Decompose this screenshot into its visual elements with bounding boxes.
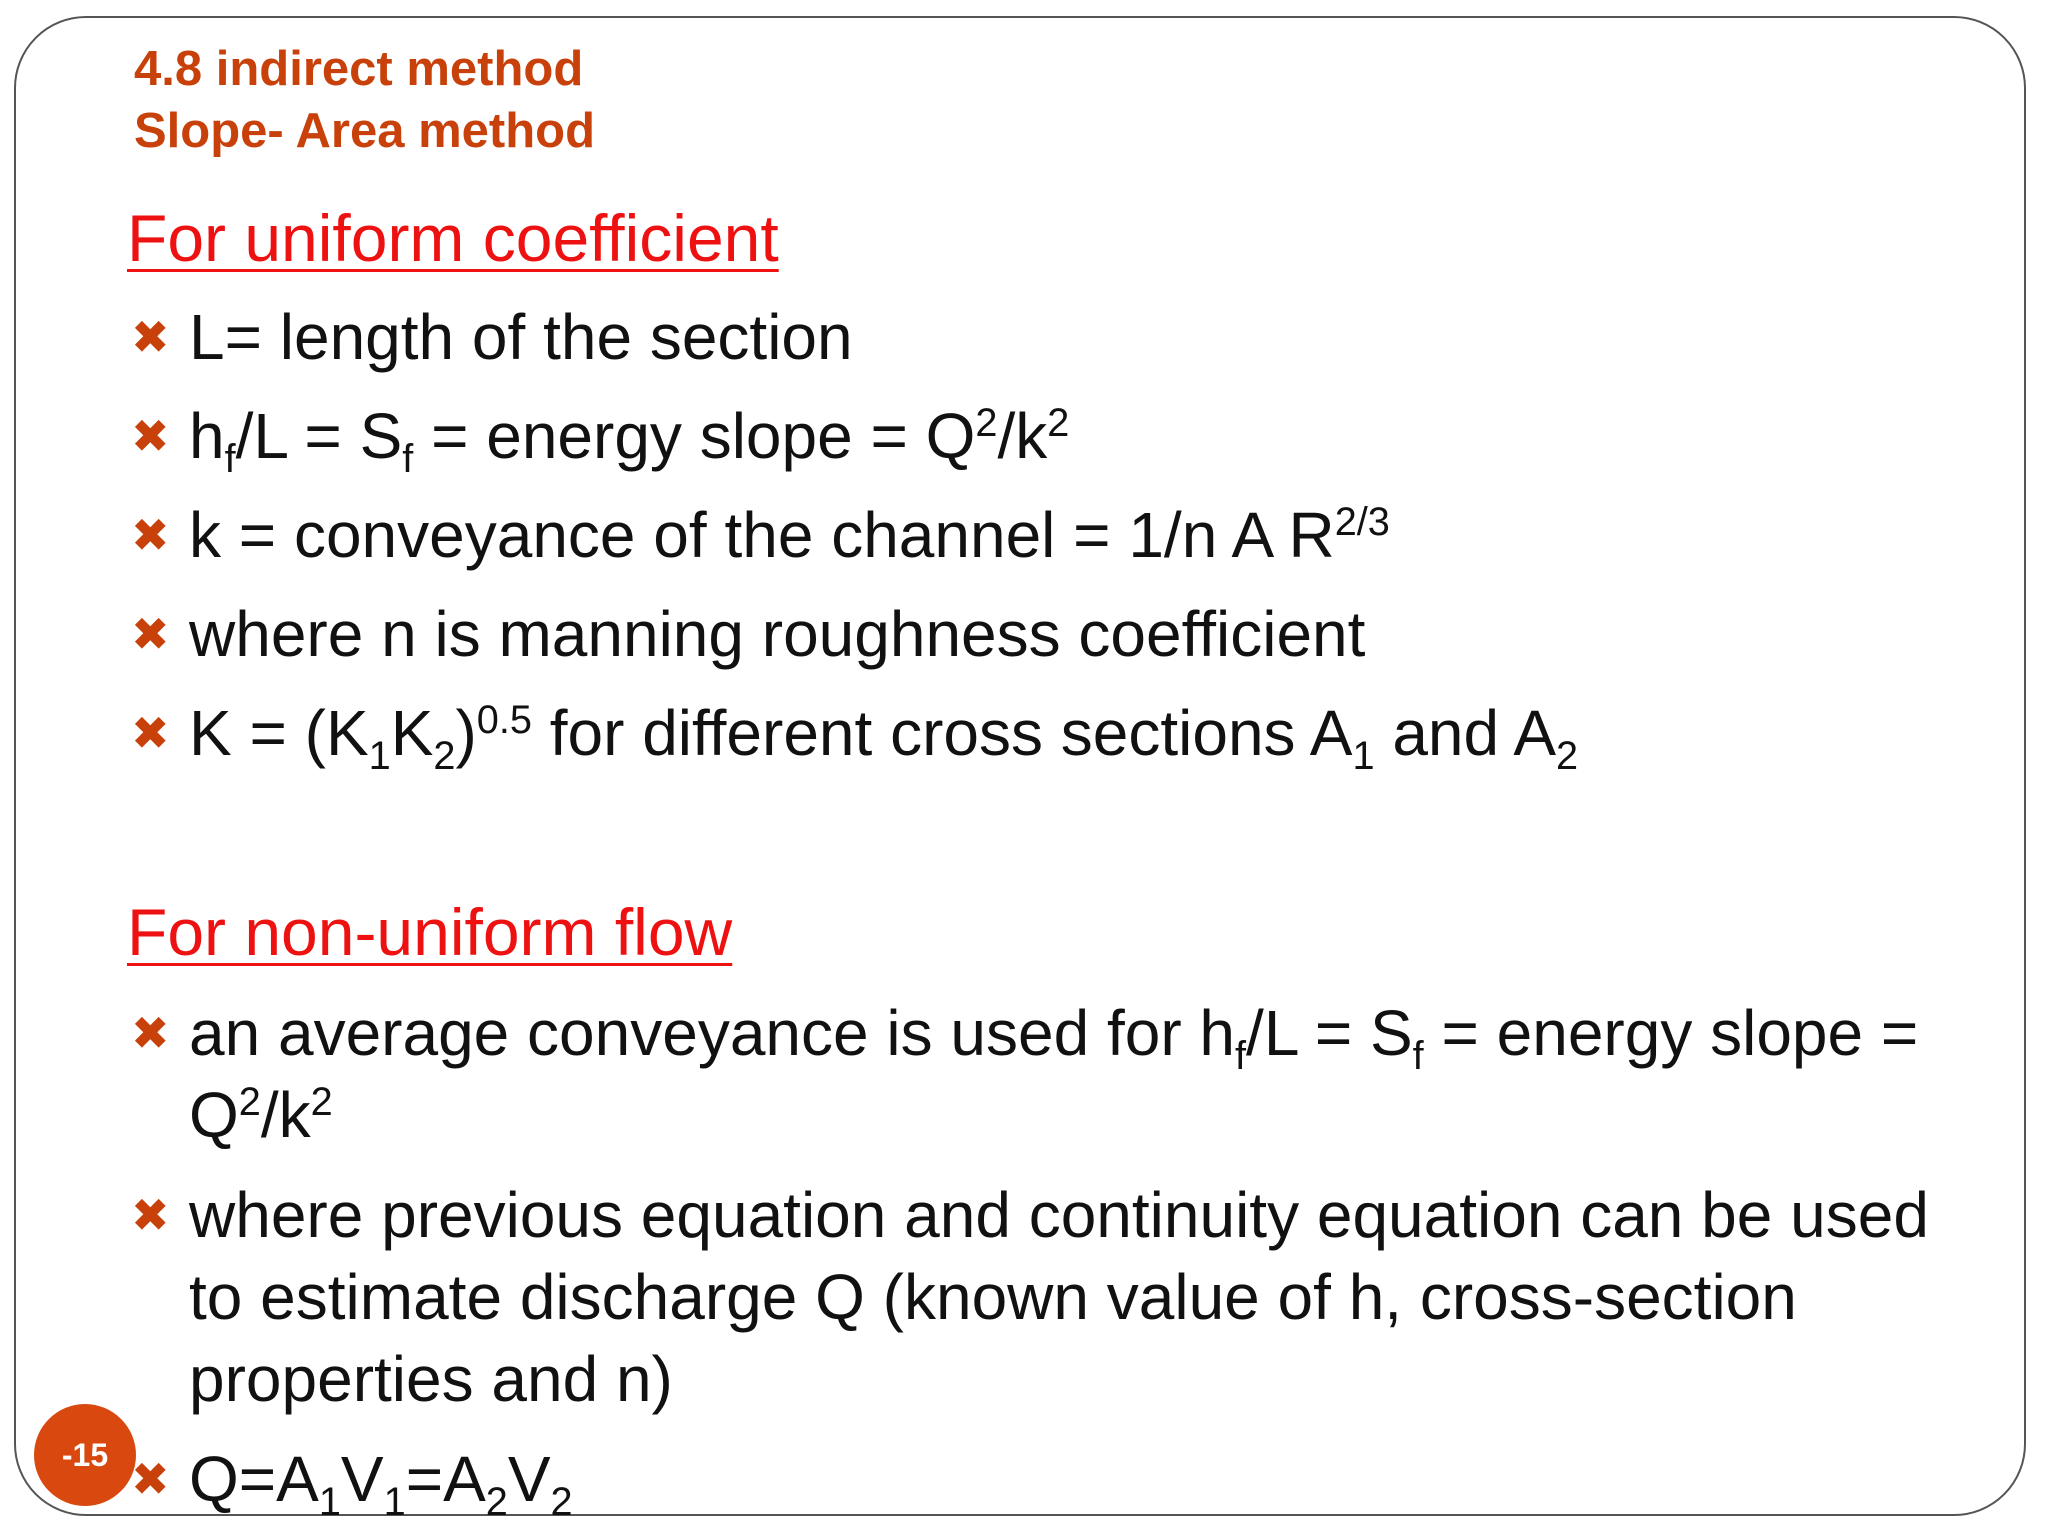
page-number-badge: -15 xyxy=(34,1404,136,1506)
bullet-x-icon: ✖ xyxy=(131,409,170,463)
section-title-non-uniform: For non-uniform flow xyxy=(127,895,733,969)
list-item: ✖ $h_f/L = S_f$ = energy slope = $Q^2/k^2$ xyxy=(127,395,1987,477)
list-item: ✖ L= length of the section xyxy=(127,296,1987,378)
bullet-x-icon: ✖ xyxy=(131,508,170,562)
header-line-1: 4.8 indirect method xyxy=(134,42,584,96)
section-title-uniform: For uniform coefficient xyxy=(127,201,779,275)
list-item: ✖ $Q=A_1V_1=A_2V_2$ xyxy=(127,1438,1987,1520)
bullet-x-icon: ✖ xyxy=(131,1188,170,1242)
slide-header xyxy=(134,38,595,162)
bullet-x-icon: ✖ xyxy=(131,310,170,364)
bullet-x-icon: ✖ xyxy=(131,607,170,661)
list-item: ✖ where previous equation and continuity equation can be used to estimate discharge Q (known value of h, cross-section properties and n) xyxy=(127,1174,1987,1420)
bullet-x-icon: ✖ xyxy=(131,706,170,760)
bullet-list-non-uniform xyxy=(127,992,1987,1524)
bullet-x-icon: ✖ xyxy=(131,1452,170,1506)
header-line-2: Slope- Area method xyxy=(134,104,596,158)
list-item: ✖ k = conveyance of the channel = 1/n A $R^{2/3}$ xyxy=(127,494,1987,576)
list-item: ✖ an average conveyance is used for $h_f/L = S_f$ = energy slope = $Q^2/k^2$ xyxy=(127,992,1987,1156)
list-item: ✖ $K = (K_1K_2)^{0.5}$ for different cross sections $A_1$ and $A_2$ xyxy=(127,692,1987,774)
bullet-x-icon: ✖ xyxy=(131,1006,170,1060)
list-item: ✖ where n is manning roughness coefficient xyxy=(127,593,1987,675)
bullet-list-uniform xyxy=(127,296,1987,778)
